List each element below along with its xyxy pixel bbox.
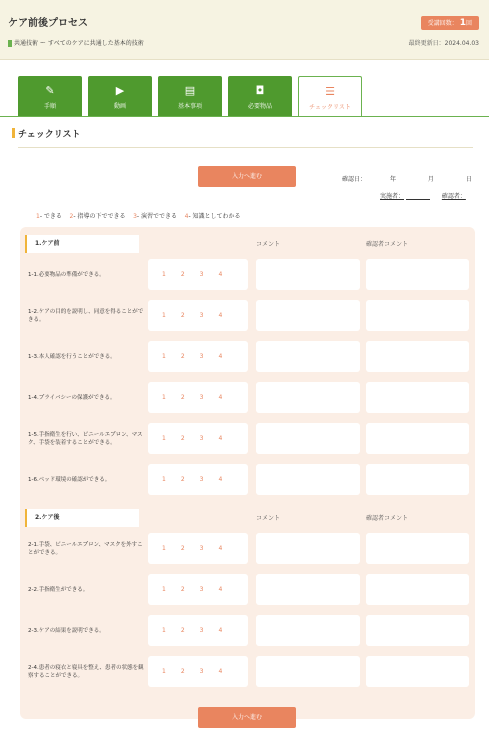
legend-text: - 知識としてわかる xyxy=(188,213,241,220)
group-title: 1.ケア前 xyxy=(25,235,139,253)
rating-option[interactable]: 3 xyxy=(199,627,204,634)
count-prefix: 受講回数： xyxy=(427,20,458,27)
checklist-item-label: 1-5.手指衛生を行い、ビニールエプロン、マスク、手袋を装着することができる。 xyxy=(28,432,143,446)
rating-option[interactable]: 4 xyxy=(218,312,223,319)
tab-label: 手順 xyxy=(43,103,56,110)
checklist-row xyxy=(20,531,475,567)
rating-selector[interactable] xyxy=(148,341,248,372)
rating-option[interactable]: 2 xyxy=(180,271,185,278)
rating-option[interactable]: 2 xyxy=(180,586,185,593)
rating-selector[interactable] xyxy=(148,656,248,687)
year-label: 年 xyxy=(389,176,396,183)
comment-field[interactable] xyxy=(256,615,360,646)
rating-legend xyxy=(36,211,241,220)
page-subtitle xyxy=(8,38,144,47)
checklist-item-label: 1-3.本人確認を行うことができる。 xyxy=(28,354,116,360)
comment-field[interactable] xyxy=(256,464,360,495)
document-icon: ▤ xyxy=(184,84,196,97)
rating-option[interactable]: 3 xyxy=(199,586,204,593)
rating-option[interactable]: 1 xyxy=(162,476,166,483)
rating-option[interactable]: 1 xyxy=(162,394,166,401)
rating-option[interactable]: 1 xyxy=(162,271,166,278)
category-marker-icon xyxy=(8,40,12,47)
comment-field[interactable] xyxy=(256,423,360,454)
legend-num: 2 xyxy=(69,213,74,220)
rating-option[interactable]: 1 xyxy=(162,353,166,360)
rating-option[interactable]: 4 xyxy=(218,627,223,634)
rating-option[interactable]: 3 xyxy=(199,271,204,278)
comment-column-header: コメント xyxy=(256,515,281,522)
comment-field[interactable] xyxy=(256,656,360,687)
legend-num: 4 xyxy=(184,213,189,220)
confirmer-field[interactable]: 確認者： xyxy=(441,193,466,200)
tab-label: 基本事項 xyxy=(177,103,202,110)
confirmer-comment-field[interactable] xyxy=(366,341,469,372)
proceed-to-input-button-bottom[interactable]: 入力へ進む xyxy=(198,707,296,728)
group-header xyxy=(20,509,475,529)
legend-num: 3 xyxy=(133,213,137,220)
rating-selector[interactable] xyxy=(148,259,248,290)
section-title: チェックリスト xyxy=(18,127,81,140)
rating-option[interactable]: 3 xyxy=(199,435,204,442)
checklist-row xyxy=(20,380,475,416)
rating-option[interactable]: 1 xyxy=(162,586,166,593)
rating-option[interactable]: 2 xyxy=(180,435,185,442)
checklist-item-label: 1-2.ケアの目的を説明し、同意を得ることができる。 xyxy=(28,309,144,323)
confirmer-comment-column-header: 確認者コメント xyxy=(366,515,409,522)
rating-selector[interactable] xyxy=(148,382,248,413)
rating-option[interactable]: 4 xyxy=(218,586,223,593)
checklist-item-label: 2-1.手袋、ビニールエプロン、マスクを外すことができる。 xyxy=(28,542,143,556)
rating-option[interactable]: 2 xyxy=(180,353,185,360)
checklist-item-label: 2-3.ケアの結果を説明できる。 xyxy=(28,628,105,634)
checklist-row xyxy=(20,339,475,375)
rating-option[interactable]: 3 xyxy=(199,394,204,401)
legend-text: - できる xyxy=(39,213,62,220)
tab-divider xyxy=(0,116,489,117)
comment-field[interactable] xyxy=(256,533,360,564)
tab-supplies[interactable] xyxy=(228,76,292,116)
checklist-item-label: 2-2.手指衛生ができる。 xyxy=(28,587,89,593)
comment-field[interactable] xyxy=(256,382,360,413)
legend-text: - 指導の下でできる xyxy=(73,213,126,220)
comment-field[interactable] xyxy=(256,300,360,331)
rating-option[interactable]: 1 xyxy=(162,627,166,634)
rating-option[interactable]: 2 xyxy=(180,668,185,675)
legend-num: 1 xyxy=(36,213,40,220)
tab-label: 必要物品 xyxy=(247,103,272,110)
rating-selector[interactable] xyxy=(148,574,248,605)
rating-option[interactable]: 1 xyxy=(162,435,166,442)
rating-option[interactable]: 4 xyxy=(218,476,223,483)
rating-selector[interactable] xyxy=(148,423,248,454)
rating-option[interactable]: 1 xyxy=(162,312,166,319)
tab-video[interactable] xyxy=(88,76,152,116)
rating-option[interactable]: 2 xyxy=(180,394,185,401)
tab-bar xyxy=(18,76,368,116)
checklist-row xyxy=(20,572,475,608)
tab-basics[interactable] xyxy=(158,76,222,116)
confirmer-comment-field[interactable] xyxy=(366,423,469,454)
proceed-to-input-button-top[interactable]: 入力へ進む xyxy=(198,166,296,187)
pencil-icon: ✎ xyxy=(45,84,55,97)
rating-option[interactable]: 3 xyxy=(199,668,204,675)
checklist-row xyxy=(20,421,475,457)
rating-option[interactable]: 3 xyxy=(199,545,204,552)
count-suffix: 回 xyxy=(465,20,472,27)
implementer-field[interactable]: 実施者： xyxy=(380,193,405,200)
rating-option[interactable]: 2 xyxy=(180,476,185,483)
checklist-item-label: 2-4.患者の寝衣と寝具を整え、患者の状態を観察することができる。 xyxy=(28,665,144,679)
page-title: ケア前後プロセス xyxy=(8,18,88,29)
rating-option[interactable]: 4 xyxy=(218,435,223,442)
rating-option[interactable]: 1 xyxy=(162,668,166,675)
page-header xyxy=(0,0,489,60)
confirmation-area xyxy=(342,174,472,200)
checklist-item-label: 1-6.ベッド環境の確認ができる。 xyxy=(28,477,111,483)
section-divider xyxy=(18,147,473,148)
month-label: 月 xyxy=(427,176,434,183)
group-header xyxy=(20,235,475,255)
checklist-row xyxy=(20,298,475,334)
checklist-item-label: 1-4.プライバシーの保護ができる。 xyxy=(28,395,116,401)
checklist-icon: ☰ xyxy=(325,85,335,98)
tab-checklist[interactable] xyxy=(298,76,362,116)
comment-field[interactable] xyxy=(256,259,360,290)
tab-label: チェックリスト xyxy=(309,104,351,111)
confirmer-comment-field[interactable] xyxy=(366,656,469,687)
confirmer-comment-field[interactable] xyxy=(366,259,469,290)
comment-field[interactable] xyxy=(256,341,360,372)
confirmer-comment-column-header: 確認者コメント xyxy=(366,241,409,248)
rating-option[interactable]: 4 xyxy=(218,545,223,552)
video-icon: ▶ xyxy=(115,84,125,97)
comment-field[interactable] xyxy=(256,574,360,605)
count-value: 1 xyxy=(459,18,466,28)
rating-option[interactable]: 3 xyxy=(199,476,204,483)
rating-selector[interactable] xyxy=(148,300,248,331)
confirm-date-label: 確認日： xyxy=(342,176,367,183)
checklist-row xyxy=(20,654,475,690)
checklist-item-label: 1-1.必要物品の準備ができる。 xyxy=(28,272,105,278)
checklist-row xyxy=(20,257,475,293)
checklist-row xyxy=(20,613,475,649)
rating-option[interactable]: 4 xyxy=(218,353,223,360)
confirmer-comment-field[interactable] xyxy=(366,464,469,495)
subtitle-text: 共通技術 ー すべてのケアに共通した基本的技術 xyxy=(14,40,144,47)
rating-option[interactable]: 3 xyxy=(199,312,204,319)
legend-text: - 演習でできる xyxy=(136,213,177,220)
attendance-count-badge xyxy=(421,16,479,30)
rating-option[interactable]: 2 xyxy=(180,312,185,319)
kit-icon: ◘ xyxy=(255,84,265,97)
checklist-row xyxy=(20,462,475,498)
confirmer-comment-field[interactable] xyxy=(366,533,469,564)
rating-option[interactable]: 2 xyxy=(180,627,185,634)
day-label: 日 xyxy=(465,176,472,183)
tab-procedure[interactable] xyxy=(18,76,82,116)
confirmer-comment-field[interactable] xyxy=(366,382,469,413)
rating-option[interactable]: 4 xyxy=(218,271,223,278)
confirmer-comment-field[interactable] xyxy=(366,574,469,605)
tab-label: 動画 xyxy=(113,103,126,110)
last-updated: 最終更新日：2024.04.03 xyxy=(408,40,479,47)
comment-column-header: コメント xyxy=(256,241,281,248)
group-title: 2.ケア後 xyxy=(25,509,139,527)
rating-selector[interactable] xyxy=(148,533,248,564)
rating-option[interactable]: 4 xyxy=(218,394,223,401)
rating-selector[interactable] xyxy=(148,464,248,495)
rating-selector[interactable] xyxy=(148,615,248,646)
confirmer-comment-field[interactable] xyxy=(366,615,469,646)
rating-option[interactable]: 2 xyxy=(180,545,185,552)
rating-option[interactable]: 1 xyxy=(162,545,166,552)
rating-option[interactable]: 4 xyxy=(218,668,223,675)
confirmer-comment-field[interactable] xyxy=(366,300,469,331)
rating-option[interactable]: 3 xyxy=(199,353,204,360)
checklist-panel xyxy=(20,227,475,719)
